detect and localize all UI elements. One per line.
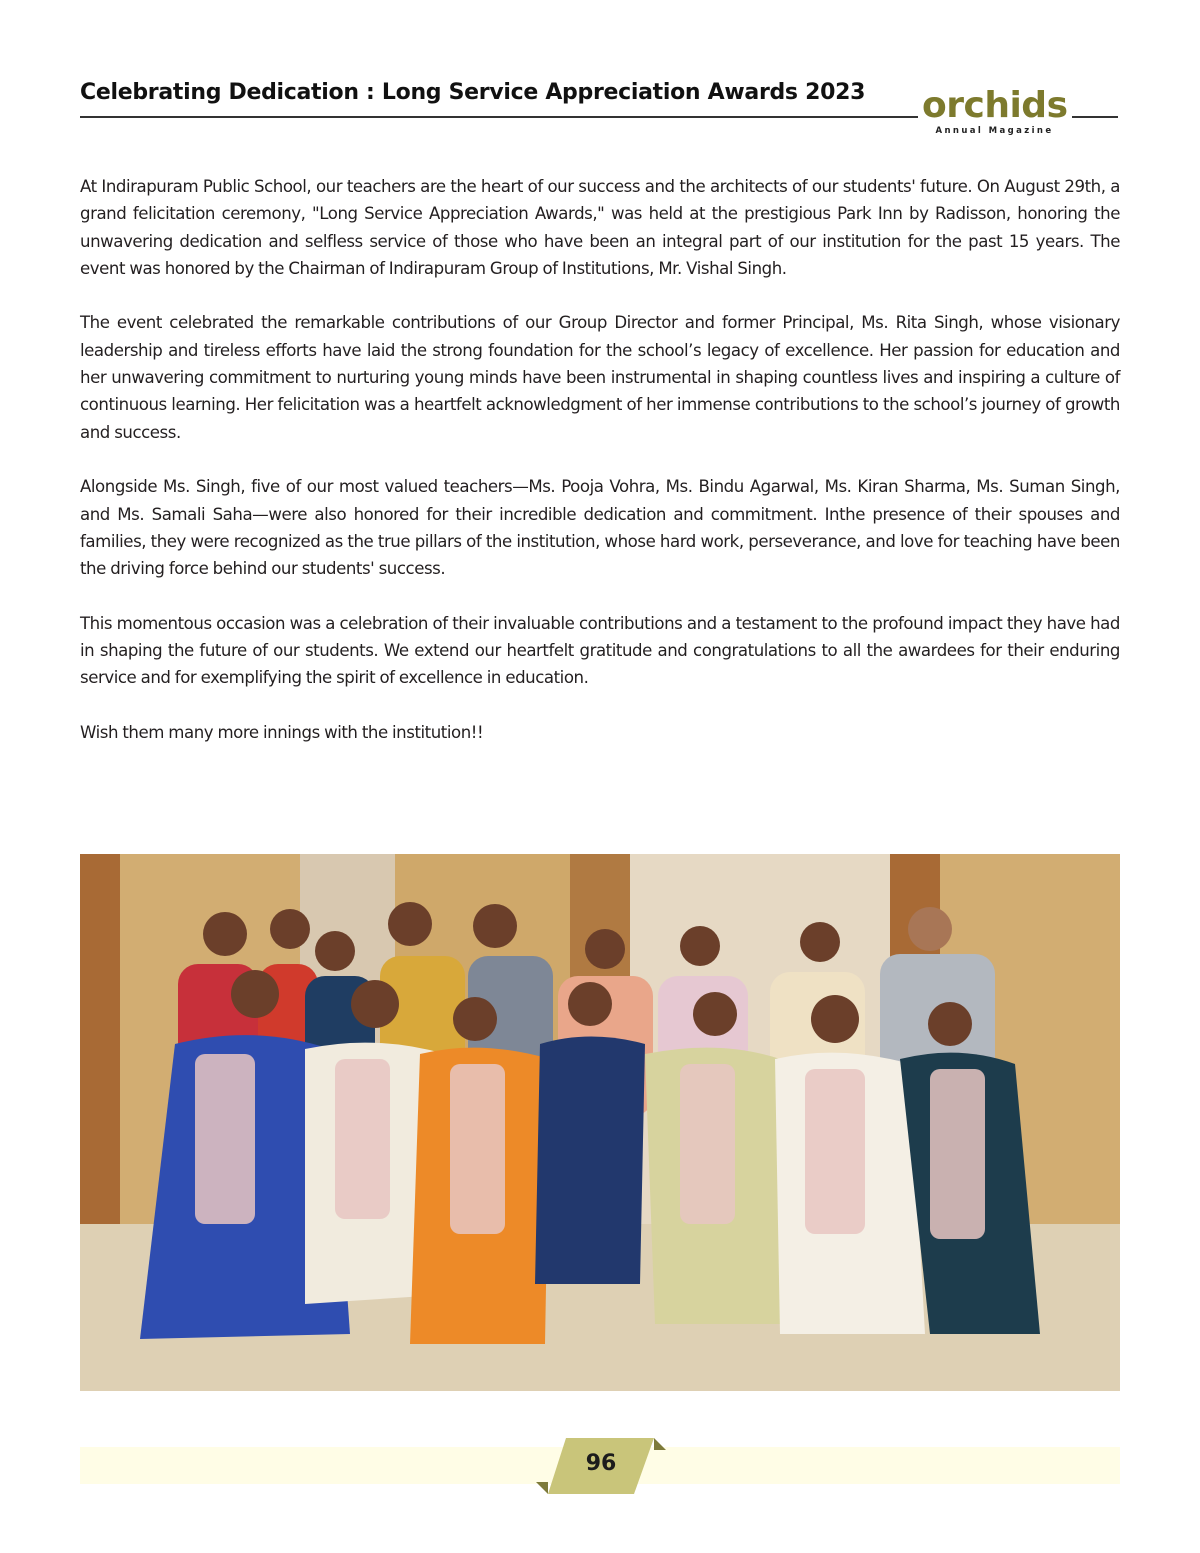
paragraph-teachers: Alongside Ms. Singh, five of our most valued teachers—Ms. Pooja Vohra, Ms. Bindu Agarwal, Ms. Kiran Sharma, Ms. Suman Singh, and Ms. Samali Saha—were also honored for their incredible dedication and commitment. Inthe presence of their spouses and families, they were recognized as the true pillars of the institution, whose hard work, perseverance, and love for teaching have been the driving force behind our students' success. [80, 477, 1120, 579]
logo-divider-right [1072, 116, 1118, 118]
paragraph-closing: Wish them many more innings with the institution!! [80, 722, 484, 742]
page-number: 96 [585, 1451, 617, 1476]
page-title: Celebrating Dedication : Long Service Appreciation Awards 2023 [80, 80, 866, 105]
paragraph-intro: At Indirapuram Public School, our teachers are the heart of our success and the architects of our students' future. On August 29th, a grand felicitation ceremony, "Long Service Appreciation Awards," was held at the prestigious Park Inn by Radisson, honoring the unwavering dedication and selfless service of those who have been an integral part of our institution for the past 15 years. The event was honored by the Chairman of Indirapuram Group of Institutions, Mr. Vishal Singh. [80, 177, 1120, 278]
paragraph-gratitude: This momentous occasion was a celebration of their invaluable contributions and a testament to the profound impact they have had in shaping the future of our students. We extend our heartfelt gratitude and congratulations to all the awardees for their enduring service and for exemplifying the spirit of excellence in education. [80, 613, 1120, 688]
header-divider [80, 116, 918, 118]
group-photo [80, 854, 1120, 1391]
paragraph-rita-singh: The event celebrated the remarkable contributions of our Group Director and former Principal, Ms. Rita Singh, whose visionary leadership and tireless efforts have laid the strong foundation for the school’s legacy of excellence. Her passion for education and her unwavering commitment to nurturing young minds have been instrumental in shaping countless lives and inspiring a culture of continuous learning. Her felicitation was a heartfelt acknowledgment of her immense contributions to the school’s journey of growth and success. [80, 313, 1120, 442]
article-body [80, 173, 1120, 774]
logo-subtitle: Annual Magazine [935, 126, 1054, 136]
magazine-logo [922, 85, 1068, 136]
group-photo-illustration [80, 854, 1120, 1391]
logo-wordmark: orchids [922, 85, 1068, 126]
